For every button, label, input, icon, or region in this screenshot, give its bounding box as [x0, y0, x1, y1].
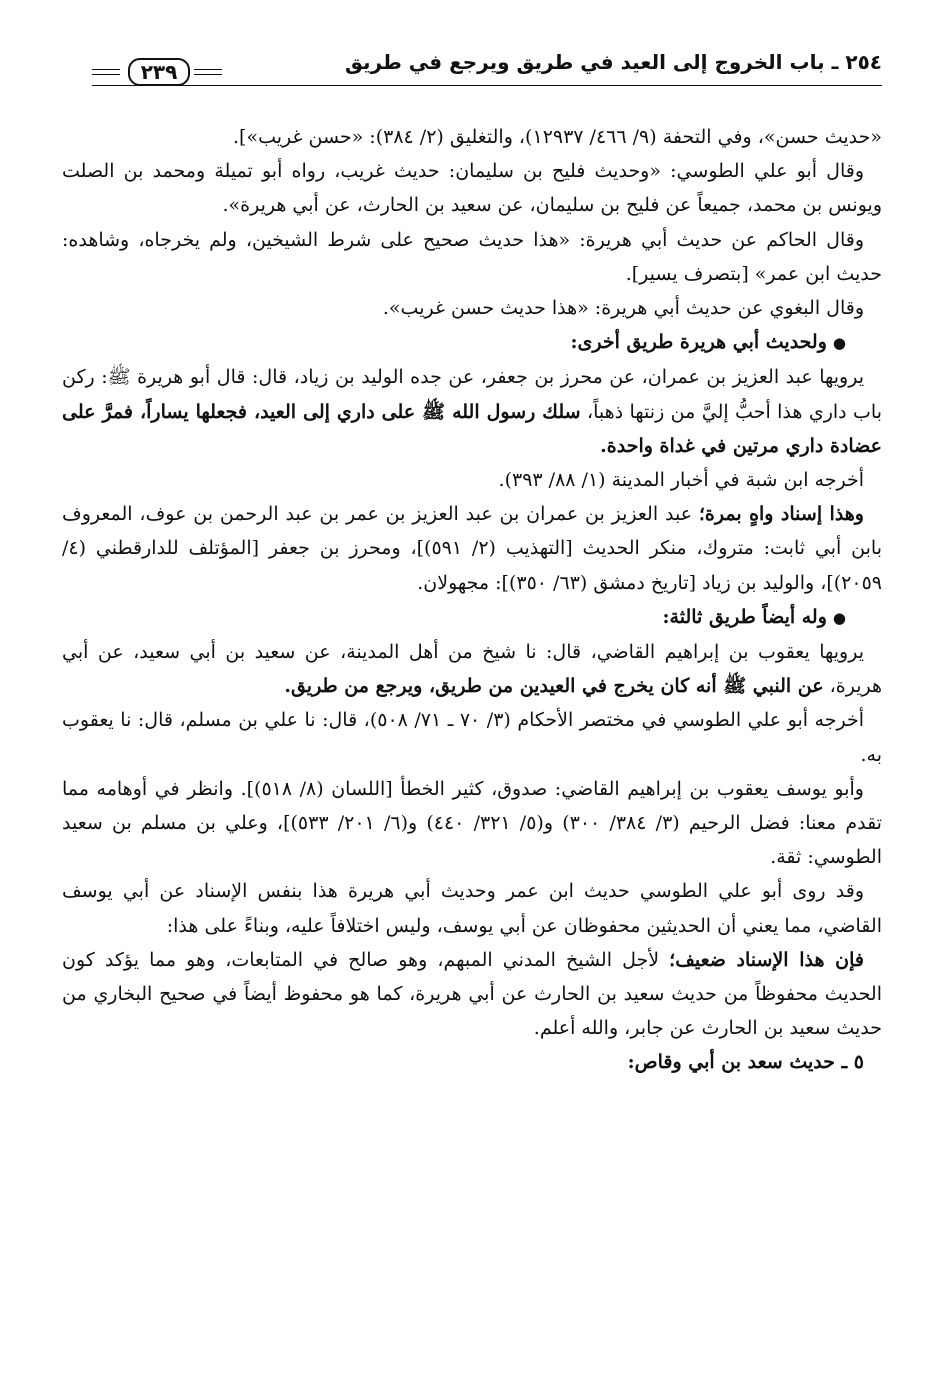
paragraph-text: يرويها عبد العزيز بن عمران، عن محرز بن جعفر، عن جده الوليد بن زياد، قال: قال أبو هريرة ﷺ: ركن باب داري هذا أحبُّ إليَّ من زنتها ذهباً،: [62, 366, 882, 423]
heading-text: ٥ ـ حديث سعد بن أبي وقاص:: [627, 1051, 864, 1074]
paragraph-text: لأجل الشيخ المدني المبهم، وهو صالح في المتابعات، وهو مما يؤكد كون الحديث محفوظاً من حديث سعيد بن الحارث عن أبي هريرة، كما هو محفوظ أيضاً في صحيح البخاري من حديث سعيد بن الحارث عن جابر، والله أعلم.: [62, 948, 882, 1040]
paragraph: وقال أبو علي الطوسي: «وحديث فليح بن سليمان: حديث غريب، رواه أبو تميلة ومحمد بن الصلت ويونس بن محمد، جميعاً عن فليح بن سليمان، عن سعيد بن الحارث، عن أبي هريرة».: [62, 160, 882, 217]
page-header: [92, 40, 882, 92]
paragraph: أخرجه أبو علي الطوسي في مختصر الأحكام (٣/ ٧٠ ـ ٧١/ ٥٠٨)، قال: نا علي بن مسلم، قال: نا يعقوب به.: [62, 709, 882, 766]
ornament-rule-left: [92, 69, 120, 75]
heading-text: ولحديث أبي هريرة طريق أخرى:: [570, 331, 827, 354]
paragraph: وأبو يوسف يعقوب بن إبراهيم القاضي: صدوق، كثير الخطأ [اللسان (٨/ ٥١٨)]. وانظر في أوهامه مما تقدم معنا: فضل الرحيم (٣/ ٣٨٤/ ٣٠٠) و(٥/ ٣٢١/ ٤٤٠) و(٦/ ٢٠١/ ٥٣٣)]، وعلي بن مسلم بن سعيد الطوسي: ثقة.: [62, 777, 882, 869]
paragraph: «حديث حسن»، وفي التحفة (٩/ ٤٦٦/ ١٢٩٣٧)، والتغليق (٢/ ٣٨٤): «حسن غريب»].: [233, 126, 882, 148]
ornament-rule-right: [194, 69, 222, 75]
paragraph: وقد روى أبو علي الطوسي حديث ابن عمر وحديث أبي هريرة هذا بنفس الإسناد عن أبي يوسف القاضي، مما يعني أن الحديثين محفوظان عن أبي يوسف، وليس اختلافاً عليه، وبناءً على هذا:: [62, 880, 882, 937]
section-heading: [62, 325, 882, 360]
section-heading: [62, 600, 882, 635]
hadith-matn: سلك رسول الله ﷺ على داري إلى العيد، فجعلها يساراً، فمرَّ على عضادة داري مرتين في غداة واحدة.: [62, 400, 882, 457]
paragraph: [62, 360, 882, 463]
paragraph: [62, 943, 882, 1046]
hadith-matn: عن النبي ﷺ أنه كان يخرج في العيدين من طريق، ويرجع من طريق.: [284, 675, 824, 698]
paragraph: وقال الحاكم عن حديث أبي هريرة: «هذا حديث صحيح على شرط الشيخين، ولم يخرجاه، وشاهده: حديث ابن عمر» [بتصرف يسير].: [62, 228, 882, 285]
paragraph: [62, 497, 882, 600]
paragraph-text: يرويها يعقوب بن إبراهيم القاضي، قال: نا شيخ من أهل المدينة، عن سعيد بن أبي سعيد، عن أبي هريرة،: [62, 641, 882, 698]
page-body: [62, 120, 882, 1080]
paragraph: وقال البغوي عن حديث أبي هريرة: «هذا حديث حسن غريب».: [382, 297, 864, 320]
ruling-text: وهذا إسناد واهٍ بمرة؛: [698, 503, 864, 526]
paragraph-text: عبد العزيز بن عمران بن عبد العزيز بن عمر بن عبد الرحمن بن عوف، المعروف بابن أبي ثابت: متروك، منكر الحديث [التهذيب (٢/ ٥٩١)]، ومحرز بن جعفر [المؤتلف للدارقطني (٤/ ٢٠٥٩)]، والوليد بن زياد [تاريخ دمشق (٦٣/ ٣٥٠)]: مجهولان.: [62, 503, 882, 594]
page-number-ornament: [92, 54, 222, 84]
paragraph: أخرجه ابن شبة في أخبار المدينة (١/ ٨٨/ ٣٩٣).: [498, 469, 864, 492]
paragraph: [62, 635, 882, 703]
bullet-icon: ●: [832, 608, 846, 627]
page-number: ٢٣٩: [128, 58, 190, 86]
chapter-title: ٢٥٤ ـ باب الخروج إلى العيد في طريق ويرجع في طريق: [345, 50, 882, 74]
bullet-icon: ●: [832, 334, 846, 353]
ruling-text: فإن هذا الإسناد ضعيف؛: [669, 948, 864, 971]
heading-text: وله أيضاً طريق ثالثة:: [662, 605, 827, 628]
header-rule: [92, 85, 882, 86]
section-heading: [62, 1045, 882, 1079]
